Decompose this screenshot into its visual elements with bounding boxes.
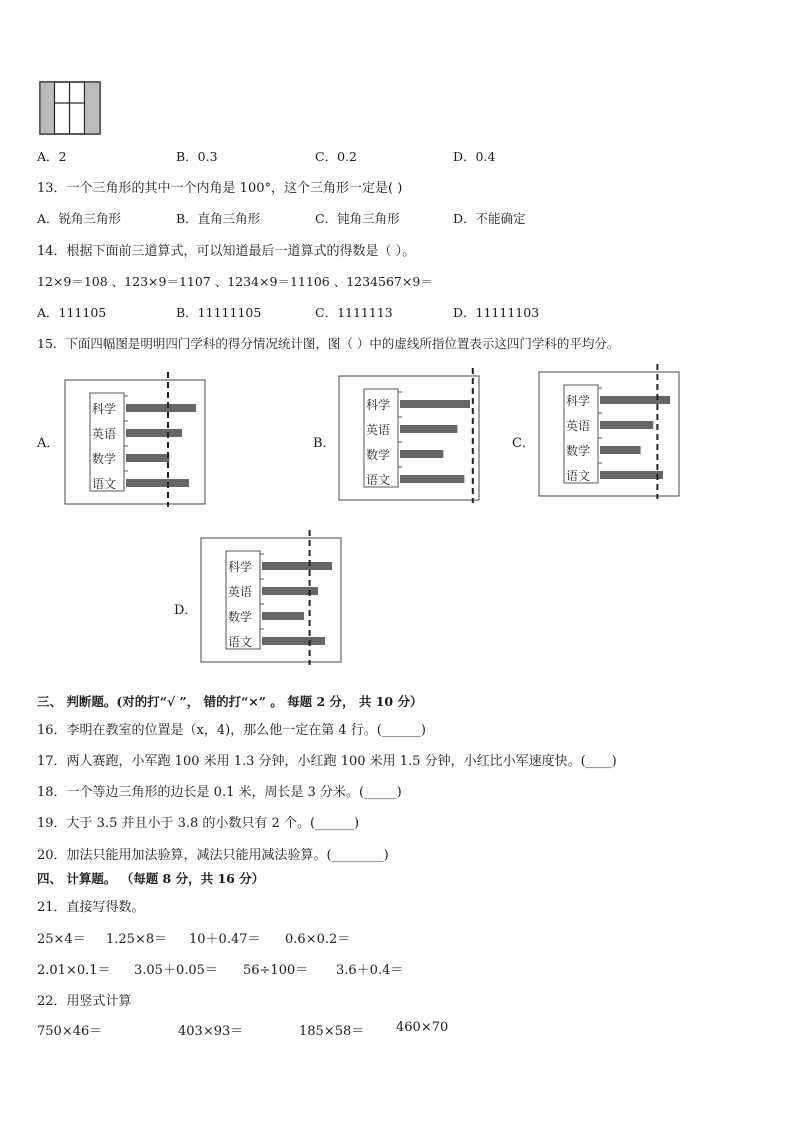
- calc-item[interactable]: 3.6＋0.4＝: [336, 963, 404, 978]
- subject-label: 英语: [566, 419, 591, 433]
- judge-item-19[interactable]: 19．大于 3.5 并且小于 3.8 的小数只有 2 个。(______): [37, 816, 360, 831]
- subject-bar: [600, 396, 670, 404]
- judge-item-16[interactable]: 16．李明在教室的位置是（x，4)，那么他一定在第 4 行。(______): [37, 723, 426, 738]
- chart-a[interactable]: [64, 372, 209, 507]
- chart-c-letter[interactable]: C．: [512, 436, 535, 451]
- q14-option-b[interactable]: B．11111105: [176, 305, 262, 320]
- vertical-calc-item[interactable]: 460×70: [396, 1020, 449, 1035]
- subject-bar: [400, 475, 464, 483]
- vertical-calc-item[interactable]: 185×58＝: [299, 1024, 365, 1039]
- subject-bar: [126, 454, 169, 462]
- calc-item[interactable]: 3.05＋0.05＝: [134, 963, 218, 978]
- calc-item[interactable]: 56÷100＝: [243, 963, 309, 978]
- subject-label: 科学: [566, 394, 591, 408]
- calc-item[interactable]: 10＋0.47＝: [189, 932, 261, 947]
- chart-a-letter[interactable]: A．: [37, 436, 60, 451]
- q14-option-d[interactable]: D．11111103: [453, 305, 540, 320]
- bar-chart-svg: [64, 372, 209, 507]
- subject-bar: [400, 450, 443, 458]
- q13-option-a[interactable]: A．锐角三角形: [37, 211, 122, 226]
- q12-option-c[interactable]: C．0.2: [315, 149, 357, 164]
- subject-label: 语文: [566, 469, 591, 483]
- q22-text: 22．用竖式计算: [37, 994, 132, 1009]
- subject-bar: [126, 404, 196, 412]
- chart-b-letter[interactable]: B．: [313, 436, 336, 451]
- q14-text: 14．根据下面前三道算式，可以知道最后一道算式的得数是（ ）。: [37, 244, 416, 259]
- subject-bar: [600, 421, 653, 429]
- subject-bar: [262, 612, 304, 620]
- subject-label: 数学: [366, 448, 391, 462]
- judge-item-20[interactable]: 20．加法只能用加法验算，减法只能用减法验算。(________): [37, 848, 389, 863]
- chart-c[interactable]: [538, 364, 683, 499]
- section3-title: 三、 判断题。(对的打“√ ”， 错的打“×” 。 每题 2 分， 共 10 分）: [37, 694, 423, 709]
- subject-label: 语文: [228, 635, 253, 649]
- subject-bar: [600, 471, 663, 479]
- chart-b[interactable]: [338, 368, 483, 503]
- subject-label: 科学: [366, 398, 391, 412]
- calc-item[interactable]: 1.25×8＝: [106, 932, 168, 947]
- q14-option-a[interactable]: A．111105: [37, 305, 107, 320]
- q14-formula: 12×9＝108 、123×9＝1107 、1234×9＝11106 、1234567×9＝: [37, 274, 433, 289]
- section4-title: 四、 计算题。 （每题 8 分，共 16 分）: [37, 871, 265, 886]
- subject-label: 英语: [92, 427, 117, 441]
- subject-label: 数学: [566, 444, 591, 458]
- subject-label: 语文: [366, 473, 391, 487]
- bar-chart-svg: [338, 368, 483, 503]
- subject-label: 数学: [228, 610, 253, 624]
- fraction-figure: [39, 81, 101, 139]
- calc-item[interactable]: 2.01×0.1＝: [37, 963, 111, 978]
- judge-item-17[interactable]: 17．两人赛跑，小军跑 100 米用 1.3 分钟，小红跑 100 米用 1.5 分钟，小红比小军速度快。(____): [37, 754, 617, 769]
- subject-bar: [126, 429, 182, 437]
- subject-label: 数学: [92, 452, 117, 466]
- q12-option-a[interactable]: A．2: [37, 149, 67, 164]
- subject-label: 英语: [228, 585, 253, 599]
- subject-bar: [262, 562, 332, 570]
- vertical-calc-item[interactable]: 403×93＝: [178, 1024, 244, 1039]
- chart-d[interactable]: [200, 530, 345, 665]
- subject-bar: [600, 446, 641, 454]
- subject-bar: [126, 479, 189, 487]
- q21-text: 21．直接写得数。: [37, 900, 145, 915]
- q12-option-b[interactable]: B．0.3: [176, 149, 218, 164]
- judge-item-18[interactable]: 18．一个等边三角形的边长是 0.1 米，周长是 3 分米。(_____): [37, 785, 402, 800]
- q12-option-d[interactable]: D．0.4: [453, 149, 496, 164]
- subject-label: 语文: [92, 477, 117, 491]
- calc-item[interactable]: 25×4＝: [37, 932, 86, 947]
- q13-option-c[interactable]: C．钝角三角形: [315, 211, 400, 226]
- bar-chart-svg: [200, 530, 345, 665]
- calc-item[interactable]: 0.6×0.2＝: [285, 932, 351, 947]
- subject-bar: [400, 425, 457, 433]
- subject-label: 科学: [92, 402, 117, 416]
- q15-text: 15．下面四幅图是明明四门学科的得分情况统计图，图（ ）中的虚线所指位置表示这四门学科的平均分。: [37, 336, 620, 351]
- subject-label: 英语: [366, 423, 391, 437]
- q14-option-c[interactable]: C．1111113: [315, 305, 393, 320]
- q13-option-b[interactable]: B．直角三角形: [176, 211, 261, 226]
- subject-bar: [400, 400, 470, 408]
- subject-bar: [262, 637, 325, 645]
- bar-chart-svg: [538, 364, 683, 499]
- q13-text: 13．一个三角形的其中一个内角是 100°，这个三角形一定是( ): [37, 181, 403, 196]
- chart-d-letter[interactable]: D．: [174, 603, 198, 618]
- subject-label: 科学: [228, 560, 253, 574]
- q13-option-d[interactable]: D．不能确定: [453, 211, 526, 226]
- vertical-calc-item[interactable]: 750×46＝: [37, 1024, 103, 1039]
